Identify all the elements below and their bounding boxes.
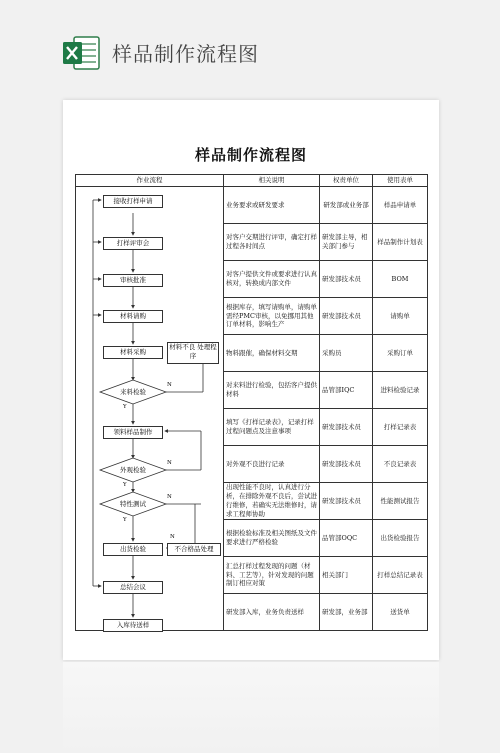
row-unit: 品管部IQC (320, 372, 373, 409)
no-label: N (170, 534, 175, 540)
header-form: 使用表单 (373, 175, 428, 187)
header-desc: 相关说明 (224, 175, 320, 187)
row-desc: 业务要求或研发要求 (224, 187, 320, 224)
flow-step: 材料采购 (103, 346, 163, 359)
yes-label: Y (123, 482, 127, 488)
row-unit: 研发部技术员 (320, 298, 373, 335)
no-label: N (167, 460, 172, 466)
flow-connectors (75, 186, 223, 648)
flow-decision-label: 特性测试 (120, 500, 146, 508)
flowchart (75, 186, 223, 648)
row-unit: 研发部，业务部 (320, 594, 373, 631)
row-desc: 填写《打样记录表》，记录打样过程问题点及注意事项 (224, 409, 320, 446)
header-flow: 作业流程 (76, 175, 224, 187)
yes-label: Y (123, 517, 127, 523)
document-title: 样品制作流程图 (194, 146, 307, 164)
flow-step: 打样评审会 (103, 237, 163, 250)
row-desc: 对来料进行检验，包括客户提供材料 (224, 372, 320, 409)
row-desc: 物料跟催，确保材料交期 (224, 335, 320, 372)
row-form: 采购订单 (373, 335, 428, 372)
row-form: 性能测试报告 (373, 483, 428, 520)
yes-label: Y (123, 404, 127, 410)
flow-step: 出货检验 (103, 543, 163, 556)
header-unit: 权责单位 (320, 175, 373, 187)
flow-step: 总结会议 (103, 581, 163, 594)
flow-step: 审核批准 (103, 274, 163, 287)
row-form: 样品申请单 (373, 187, 428, 224)
row-unit: 研发部技术员 (320, 261, 373, 298)
nonconforming-box: 不合格品处理 (167, 543, 221, 556)
table-header-row (76, 175, 428, 187)
flow-step: 入库待送样 (103, 619, 163, 632)
material-defect-box: 材料不良 处理程序 (167, 342, 219, 364)
row-form: 打样总结记录表 (373, 557, 428, 594)
row-desc: 根据库存，填写请购单，请购单需经PMC审核，以免挪用其他订单材料，影响生产 (224, 298, 320, 335)
row-unit: 研发部技术员 (320, 446, 373, 483)
row-unit: 相关部门 (320, 557, 373, 594)
row-desc: 对客户交期进行评审，确定打样过程各时间点 (224, 224, 320, 261)
row-form: 打样记录表 (373, 409, 428, 446)
row-desc: 出现性能不良时，认真进行分析，在排除外观不良后，尝试进行维修，若确实无法维修时，请求工程师协助 (224, 483, 320, 520)
excel-icon (62, 36, 100, 70)
row-unit: 研发部或业务部 (320, 187, 373, 224)
row-desc: 对外观不良进行记录 (224, 446, 320, 483)
row-form: 出货检验报告 (373, 520, 428, 557)
row-form: 不良记录表 (373, 446, 428, 483)
row-desc: 对客户提供文件或要求进行认真核对，转换成内部文件 (224, 261, 320, 298)
flow-decision-label: 来料检验 (120, 388, 146, 396)
row-unit: 品管部OQC (320, 520, 373, 557)
row-form: 样品制作计划表 (373, 224, 428, 261)
row-desc: 根据检验标准及相关图纸及文件要求进行严格检验 (224, 520, 320, 557)
flow-step: 材料请购 (103, 310, 163, 323)
row-desc: 汇总打样过程发现的问题（材料、工艺等），针对发现的问题制订相应对策 (224, 557, 320, 594)
document-page (63, 100, 439, 660)
row-form: 进料检验记录 (373, 372, 428, 409)
flow-step: 接收打样申请 (103, 195, 163, 208)
page-reflection (63, 662, 439, 753)
row-form: BOM (373, 261, 428, 298)
flow-decision-label: 外观检验 (120, 466, 146, 474)
flow-step: 领料样品制作 (103, 426, 163, 439)
no-label: N (167, 382, 172, 388)
row-form: 请购单 (373, 298, 428, 335)
app-title: 样品制作流程图 (112, 42, 259, 66)
no-label: N (167, 494, 172, 500)
row-desc: 研发部入库，业务负责送样 (224, 594, 320, 631)
row-unit: 研发部主导，相关部门参与 (320, 224, 373, 261)
top-banner (0, 0, 500, 100)
row-unit: 采购员 (320, 335, 373, 372)
row-unit: 研发部技术员 (320, 483, 373, 520)
row-unit: 研发部技术员 (320, 409, 373, 446)
row-form: 送货单 (373, 594, 428, 631)
